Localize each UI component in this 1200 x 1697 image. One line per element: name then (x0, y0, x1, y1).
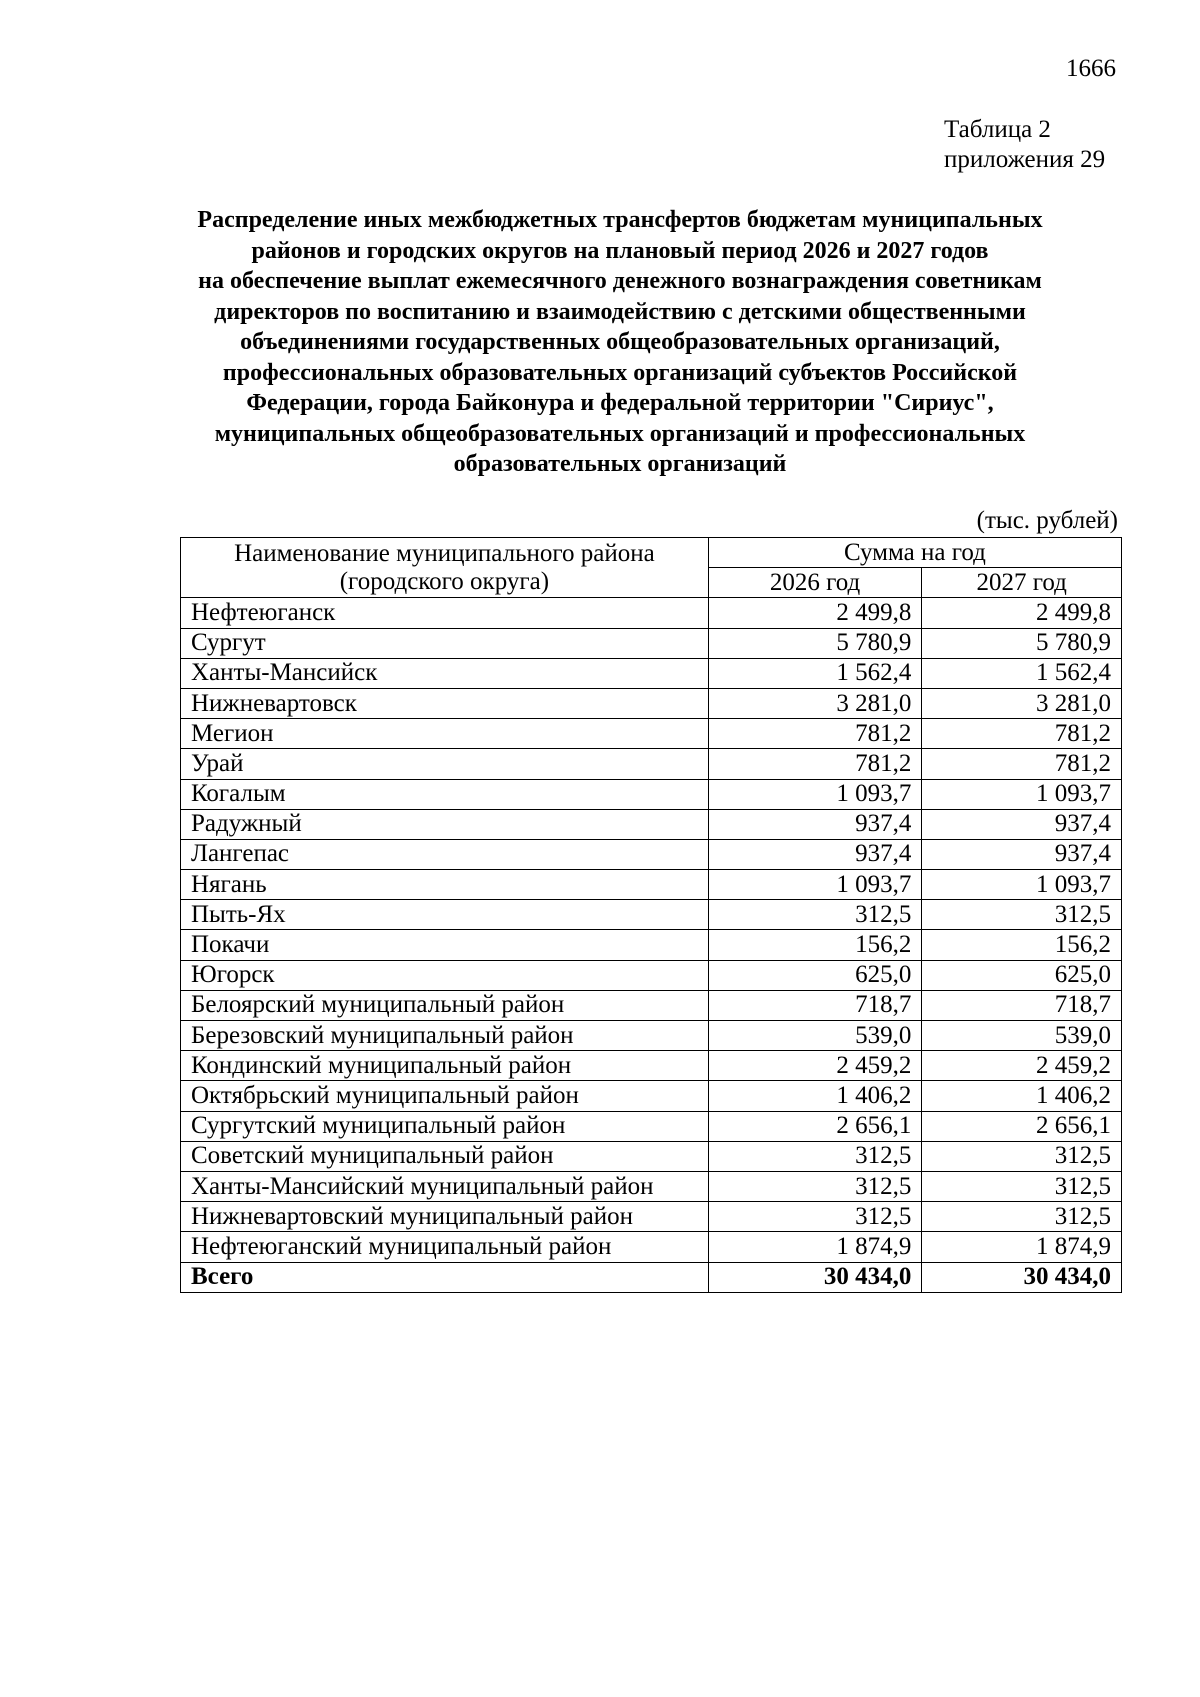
title-line: муниципальных общеобразовательных организаций и профессиональных (214, 420, 1026, 447)
table-row (181, 1171, 1122, 1201)
table-row (181, 900, 1122, 930)
header-name-cell (181, 538, 709, 598)
row-name-cell: Ханты-Мансийск (181, 658, 709, 688)
total-name-cell: Всего (181, 1262, 709, 1292)
header-sum-cell: Сумма на год (708, 538, 1121, 568)
title-line: профессиональных образовательных организаций субъектов Российской (222, 359, 1018, 386)
row-name-cell: Октябрьский муниципальный район (181, 1081, 709, 1111)
row-value-2027-cell: 1 093,7 (922, 779, 1122, 809)
row-value-2027-cell: 2 656,1 (922, 1111, 1122, 1141)
row-value-2026-cell: 1 406,2 (708, 1081, 922, 1111)
header-name-line: Наименование муниципального района (234, 539, 655, 567)
row-name-cell: Нефтеюганск (181, 598, 709, 628)
table-row (181, 598, 1122, 628)
total-value-2026-cell: 30 434,0 (708, 1262, 922, 1292)
row-value-2026-cell: 2 499,8 (708, 598, 922, 628)
row-name-cell: Нижневартовский муниципальный район (181, 1202, 709, 1232)
table-row (181, 809, 1122, 839)
row-name-cell: Сургут (181, 628, 709, 658)
row-value-2026-cell: 625,0 (708, 960, 922, 990)
row-name-cell: Лангепас (181, 839, 709, 869)
row-value-2027-cell: 1 874,9 (922, 1232, 1122, 1262)
page-number: 1666 (1066, 55, 1116, 82)
row-value-2027-cell: 937,4 (922, 809, 1122, 839)
header-name-line: (городского округа) (339, 567, 550, 595)
row-value-2027-cell: 1 093,7 (922, 870, 1122, 900)
row-value-2027-cell: 718,7 (922, 990, 1122, 1020)
row-name-cell: Когалым (181, 779, 709, 809)
row-value-2026-cell: 781,2 (708, 719, 922, 749)
title-line: Федерации, города Байконура и федеральной территории "Сириус", (246, 390, 994, 416)
title-line: объединениями государственных общеобразовательных организаций, (240, 329, 1000, 355)
table-row (181, 688, 1122, 718)
row-value-2027-cell: 539,0 (922, 1021, 1122, 1051)
row-value-2026-cell: 1 093,7 (708, 779, 922, 809)
row-name-cell: Нижневартовск (181, 688, 709, 718)
table-body (181, 598, 1122, 1292)
row-name-cell: Пыть-Ях (181, 900, 709, 930)
row-value-2027-cell: 312,5 (922, 900, 1122, 930)
row-name-cell: Урай (181, 749, 709, 779)
table-row (181, 1111, 1122, 1141)
table-reference (944, 115, 1105, 175)
row-name-cell: Березовский муниципальный район (181, 1021, 709, 1051)
row-value-2026-cell: 937,4 (708, 839, 922, 869)
row-value-2027-cell: 1 562,4 (922, 658, 1122, 688)
row-value-2027-cell: 1 406,2 (922, 1081, 1122, 1111)
row-value-2026-cell: 539,0 (708, 1021, 922, 1051)
row-value-2027-cell: 2 459,2 (922, 1051, 1122, 1081)
row-name-cell: Нягань (181, 870, 709, 900)
row-value-2027-cell: 312,5 (922, 1141, 1122, 1171)
table-row (181, 749, 1122, 779)
row-value-2026-cell: 312,5 (708, 900, 922, 930)
table-row (181, 1141, 1122, 1171)
row-value-2027-cell: 312,5 (922, 1171, 1122, 1201)
row-value-2027-cell: 625,0 (922, 960, 1122, 990)
table-reference-line: Таблица 2 (944, 116, 1051, 143)
row-value-2026-cell: 1 093,7 (708, 870, 922, 900)
row-value-2026-cell: 312,5 (708, 1202, 922, 1232)
title-line: на обеспечение выплат ежемесячного денежного вознаграждения советникам (198, 268, 1042, 294)
row-value-2027-cell: 781,2 (922, 719, 1122, 749)
row-value-2026-cell: 2 656,1 (708, 1111, 922, 1141)
row-value-2027-cell: 312,5 (922, 1202, 1122, 1232)
table-row (181, 930, 1122, 960)
row-name-cell: Мегион (181, 719, 709, 749)
table-row (181, 628, 1122, 658)
row-value-2026-cell: 1 874,9 (708, 1232, 922, 1262)
title-line: районов и городских округов на плановый период 2026 и 2027 годов (251, 237, 989, 264)
row-name-cell: Радужный (181, 809, 709, 839)
title-line: директоров по воспитанию и взаимодействию с детскими общественными (214, 298, 1026, 325)
row-value-2026-cell: 5 780,9 (708, 628, 922, 658)
row-value-2026-cell: 718,7 (708, 990, 922, 1020)
row-value-2026-cell: 1 562,4 (708, 658, 922, 688)
table-row (181, 658, 1122, 688)
row-value-2026-cell: 937,4 (708, 809, 922, 839)
row-value-2026-cell: 3 281,0 (708, 688, 922, 718)
row-value-2027-cell: 937,4 (922, 839, 1122, 869)
row-name-cell: Покачи (181, 930, 709, 960)
row-value-2027-cell: 5 780,9 (922, 628, 1122, 658)
table-row (181, 1232, 1122, 1262)
document-title (160, 205, 1080, 480)
table-row (181, 990, 1122, 1020)
table-row (181, 779, 1122, 809)
title-line: образовательных организаций (453, 451, 787, 477)
header-year-2027: 2027 год (922, 568, 1122, 598)
row-name-cell: Советский муниципальный район (181, 1141, 709, 1171)
table-row (181, 1021, 1122, 1051)
header-row (181, 538, 1122, 568)
row-name-cell: Нефтеюганский муниципальный район (181, 1232, 709, 1262)
table-row (181, 1202, 1122, 1232)
row-value-2026-cell: 781,2 (708, 749, 922, 779)
total-row (181, 1262, 1122, 1292)
title-line: Распределение иных межбюджетных трансфертов бюджетам муниципальных (197, 207, 1043, 233)
table-row (181, 1051, 1122, 1081)
table-header (181, 538, 1122, 598)
row-value-2027-cell: 156,2 (922, 930, 1122, 960)
row-name-cell: Сургутский муниципальный район (181, 1111, 709, 1141)
total-value-2027-cell: 30 434,0 (922, 1262, 1122, 1292)
allocation-table (180, 537, 1122, 1293)
table-row (181, 839, 1122, 869)
row-value-2027-cell: 3 281,0 (922, 688, 1122, 718)
row-value-2027-cell: 781,2 (922, 749, 1122, 779)
table-reference-line: приложения 29 (944, 146, 1106, 173)
table-row (181, 960, 1122, 990)
row-name-cell: Белоярский муниципальный район (181, 990, 709, 1020)
table-row (181, 1081, 1122, 1111)
row-value-2026-cell: 312,5 (708, 1171, 922, 1201)
units-label: (тыс. рублей) (976, 507, 1118, 534)
row-value-2026-cell: 312,5 (708, 1141, 922, 1171)
row-name-cell: Кондинский муниципальный район (181, 1051, 709, 1081)
row-name-cell: Югорск (181, 960, 709, 990)
row-value-2026-cell: 156,2 (708, 930, 922, 960)
row-name-cell: Ханты-Мансийский муниципальный район (181, 1171, 709, 1201)
table-row (181, 870, 1122, 900)
row-value-2027-cell: 2 499,8 (922, 598, 1122, 628)
table-row (181, 719, 1122, 749)
header-year-2026: 2026 год (708, 568, 922, 598)
row-value-2026-cell: 2 459,2 (708, 1051, 922, 1081)
